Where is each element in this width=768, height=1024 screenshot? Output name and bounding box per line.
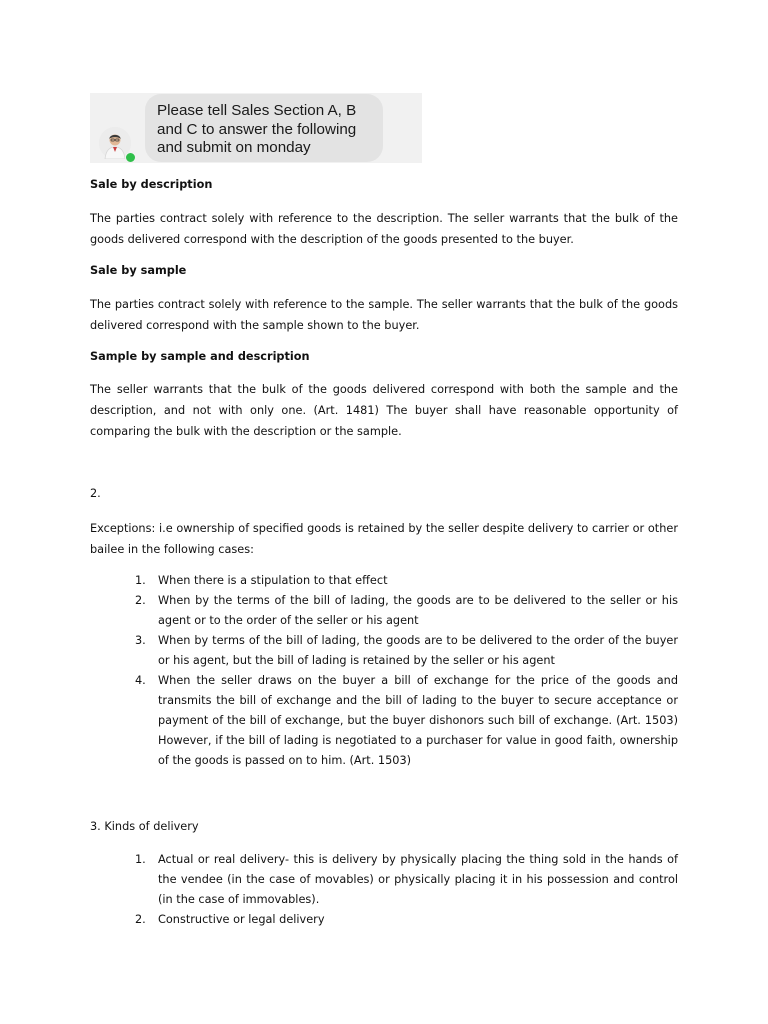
heading-sale-by-description: Sale by description <box>90 178 213 191</box>
delivery-list <box>90 850 678 930</box>
paragraph-sample-and-description: The seller warrants that the bulk of the goods delivered correspond with both the sample and the description, and not with only one. (Art. 1481) The buyer shall have reasonable opportunity of comparing the bulk with the description or the sample. <box>90 383 678 438</box>
list-item-text: When there is a stipulation to that effect <box>158 574 388 587</box>
list-item-text: Constructive or legal delivery <box>158 913 325 926</box>
heading-kinds-of-delivery: 3. Kinds of delivery <box>90 820 199 833</box>
list-item <box>90 591 678 631</box>
chat-message-line: Please tell Sales Section A, B <box>157 102 357 119</box>
paragraph-exceptions: Exceptions: i.e ownership of specified goods is retained by the seller despite delivery to carrier or other bailee in the following cases: <box>90 522 678 556</box>
chat-message-line: and submit on monday <box>157 139 311 156</box>
list-item <box>90 571 678 591</box>
list-item <box>90 910 678 930</box>
online-status-dot <box>125 152 136 163</box>
section-2-label: 2. <box>90 487 101 500</box>
list-item <box>90 850 678 910</box>
list-item-text: When by the terms of the bill of lading, the goods are to be delivered to the seller or his agent or to the order of the seller or his agent <box>158 594 678 627</box>
list-item-text: When by terms of the bill of lading, the goods are to be delivered to the order of the buyer or his agent, but the bill of lading is retained by the seller or his agent <box>158 634 678 667</box>
list-item-number: 2. <box>135 594 146 607</box>
list-item <box>90 671 678 771</box>
heading-sale-by-sample: Sale by sample <box>90 264 187 277</box>
list-item-number: 3. <box>135 634 146 647</box>
list-item <box>90 631 678 671</box>
chat-message-screenshot <box>90 93 422 163</box>
paragraph-sale-by-sample: The parties contract solely with reference to the sample. The seller warrants that the bulk of the goods delivered correspond with the sample shown to the buyer. <box>90 298 678 332</box>
paragraph-sale-by-description: The parties contract solely with reference to the description. The seller warrants that the bulk of the goods delivered correspond with the description of the goods presented to the buyer. <box>90 212 678 246</box>
list-item-number: 2. <box>135 913 146 926</box>
exceptions-list <box>90 571 678 771</box>
list-item-text: Actual or real delivery- this is delivery by physically placing the thing sold in the hands of the vendee (in the case of movables) or physically placing it in his possession and control (in the case of immovables). <box>158 853 678 906</box>
chat-bubble <box>145 94 383 162</box>
avatar <box>99 127 131 159</box>
list-item-number: 1. <box>135 574 146 587</box>
chat-message-line: and C to answer the following <box>157 120 357 138</box>
heading-sample-and-description: Sample by sample and description <box>90 350 310 363</box>
list-item-number: 1. <box>135 853 146 866</box>
list-item-text: When the seller draws on the buyer a bill of exchange for the price of the goods and transmits the bill of exchange and the bill of lading to the buyer to secure acceptance or payment of the bill of exchange, but the buyer dishonors such bill of exchange. (Art. 1503) However, if the bill of lading is negotiated to a purchaser for value in good faith, ownership of the goods is passed on to him. (Art. 1503) <box>158 674 678 767</box>
list-item-number: 4. <box>135 674 146 687</box>
